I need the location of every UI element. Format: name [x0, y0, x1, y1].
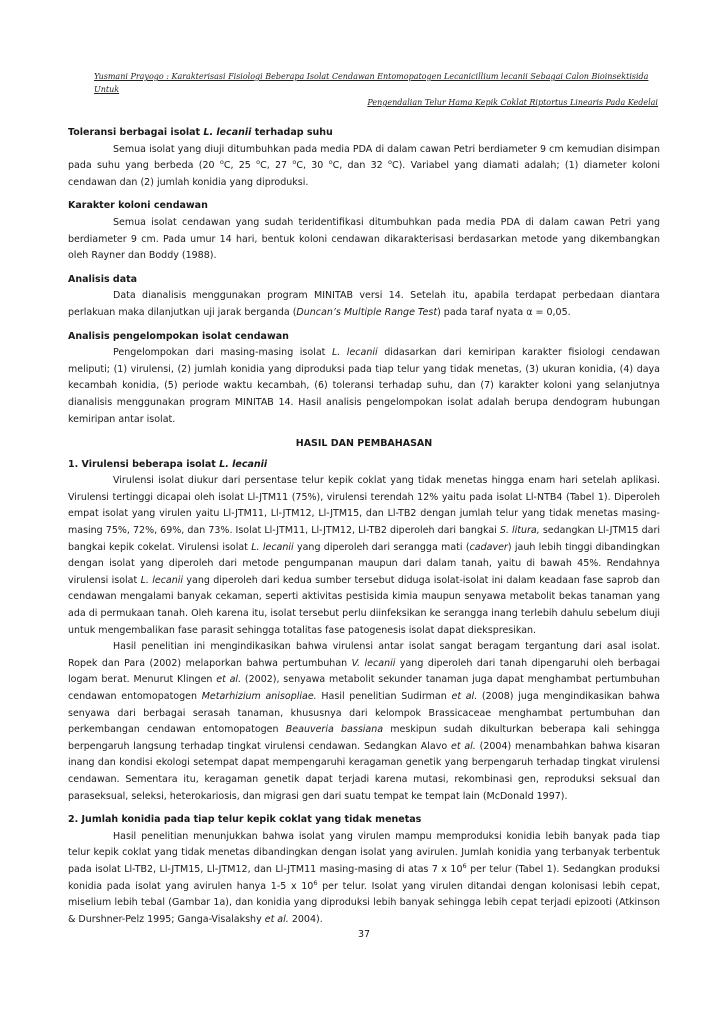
text-run: yang diperoleh dari serangga mati ( — [293, 541, 470, 553]
text-run: ) pada taraf nyata α = 0,05. — [437, 306, 571, 318]
title-text: Toleransi berbagai isolat — [68, 127, 204, 138]
paragraph-analisis — [68, 288, 660, 321]
exponent-sup: 6 — [313, 878, 318, 887]
section-title-analisis: Analisis data — [68, 273, 138, 285]
species-name: S. litura, — [499, 525, 540, 537]
title-text: 1. Virulensi beberapa isolat — [68, 458, 220, 470]
species-name: L. lecanii — [140, 574, 184, 586]
section-pengelompokan — [68, 329, 660, 429]
paragraph-virulensi-1 — [68, 473, 660, 639]
species-name: L. lecanii — [331, 347, 378, 359]
italic-term: cadaver — [469, 541, 508, 553]
exponent-sup: 6 — [462, 861, 467, 870]
text-run: C, 27 — [260, 160, 293, 172]
text-run: Hasil penelitian menunjukkan bahwa isolat yang virulen mampu memproduksi konidia lebih banyak pada tiap telur kepik coklat yang tidak menetas dibandingkan dengan isolat yang avirulen. Jumlah konidia yang terbanyak terbentuk pada isolat Ll-TB2, Ll-JTM15, Ll-JTM12, dan Ll-JTM11 masing-masing di atas 7 x 10 — [68, 830, 660, 875]
running-header — [70, 70, 658, 109]
text-run: Semua isolat yang diuji ditumbuhkan pada media PDA di dalam cawan Petri berdiameter 9 cm kemudian disimpan pada suhu yang berbeda (20 — [68, 143, 660, 172]
citation-etal: et al. — [450, 740, 476, 752]
paragraph-karakter: Semua isolat cendawan yang sudah teridentifikasi ditumbuhkan pada media PDA di dalam cawan Petri yang berdiameter 9 cm. Pada umur 14 hari, bentuk koloni cendawan dikarakterisasi berdasarkan metode yang dikembangkan oleh Rayner dan Boddy (1988). — [68, 216, 660, 262]
page-number: 37 — [357, 929, 371, 940]
text-run: yang diperoleh dari tanah dipengaruhi oleh berbagai logam berat. Menurut Klingen — [68, 657, 660, 686]
text-run: Virulensi isolat diukur dari persentase telur kepik coklat yang tidak menetas hingga enam hari setelah aplikasi. Virulensi tertinggi dicapai oleh isolat Ll-JTM11 (75%), virulensi terendah 12% yaitu pada isolat Ll-NTB4 (Tabel 1). Diperoleh empat isolat yang virulen yaitu Ll-JTM11, Ll-JTM12, Ll-JTM15, dan Ll-TB2 dengan jumlah telur yang tidak menetas masing-masing 75%, 72%, 69%, dan 73%. Isolat Ll-JTM11, Ll-JTM12, Ll-TB2 diperoleh dari bangkai — [68, 475, 660, 537]
text-run: C, 30 — [296, 160, 329, 172]
running-header-line-2: Pengendalian Telur Hama Kepik Coklat Riptortus Linearis Pada Kedelai — [367, 98, 658, 107]
paragraph-pengelompokan — [68, 345, 660, 428]
section-jumlah-konidia — [68, 812, 660, 928]
degree-sup: o — [387, 158, 392, 167]
text-run: yang diperoleh dari kedua sumber tersebut diduga isolat-isolat ini dalam keadaan fase saprob dan cendawan mengalami banyak cekaman, seperti aktivitas pestisida kimia maupun senyawa metabolit bekas tanaman yang ada di permukaan tanah. Oleh karena itu, isolat tersebut perlu diinfeksikan ke serangga inang terlebih dahulu sebelum diuji untuk mengembalikan fase parasit sehingga totalitas fase patogenesis isolat dapat diekspresikan. — [68, 574, 660, 636]
test-name: Duncan’s Multiple Range Test — [296, 306, 438, 318]
text-run: C, 25 — [223, 160, 257, 172]
text-run: C, dan 32 — [332, 160, 388, 172]
text-run: Data dianalisis menggunakan program MINITAB versi 14. Setelah itu, apabila terdapat perbedaan diantara perlakuan maka dilanjutkan uji jarak berganda ( — [68, 290, 660, 318]
article-body — [68, 125, 660, 935]
section-title-toleransi — [68, 125, 660, 142]
section-virulensi — [68, 457, 660, 805]
text-run: 2004). — [288, 913, 323, 925]
species-name: Beauveria bassiana — [285, 724, 384, 736]
species-name: L. lecanii — [203, 127, 252, 138]
paragraph-jumlah-konidia — [68, 829, 660, 929]
running-header-line-1: Yusmani Prayogo : Karakterisasi Fisiologi Beberapa Isolat Cendawan Entomopatogen Lecanicillium lecanii Sebagai Calon Bioinsektisida Untuk — [94, 72, 649, 94]
text-run: ) jauh lebih tinggi dibandingkan dengan isolat yang diperoleh dari metode pengumpanan maupun dari dalam tanah, yaitu di bawah 45%. Rendahnya virulensi isolat — [68, 541, 660, 586]
text-run: meskipun sudah dikulturkan beberapa kali sehingga berpengaruh langsung terhadap tingkat virulensi cendawan. Sedangkan Alavo — [68, 724, 660, 752]
text-run: Hasil penelitian ini mengindikasikan bahwa virulensi antar isolat sangat beragam tergantung dari asal isolat. Ropek dan Para (2002) melaporkan bahwa pertumbuhan — [68, 641, 660, 669]
section-karakter — [68, 198, 660, 264]
hasil-heading: HASIL DAN PEMBAHASAN — [295, 438, 433, 450]
text-run: per telur. Isolat yang virulen ditandai dengan kolonisasi lebih cepat, miselium lebih tebal (Gambar 1a), dan konidia yang diproduksi lebih banyak sehingga lebih cepat terjadi epizooti (Atkinson & Durshner-Pelz 1995; Ganga-Visalakshy — [68, 880, 660, 925]
degree-sup: o — [328, 158, 333, 167]
degree-sup: o — [256, 158, 261, 167]
text-run: Pengelompokan dari masing-masing isolat — [113, 347, 332, 359]
species-name: Metarhizium anisopliae. — [201, 691, 317, 702]
section-title-pengelompokan: Analisis pengelompokan isolat cendawan — [68, 330, 289, 342]
section-analisis — [68, 272, 660, 322]
text-run: (2004) menambahkan bahwa kisaran inang dan kondisi ekologi setempat dapat mempengaruhi keragaman genetik yang berpengaruh terhadap tingkat virulensi cendawan. Sementara itu, keragaman genetik dapat terjadi karena mutasi, rekombinasi gen, reproduksi seksual dan paraseksual, seleksi, heterokariosis, dan migrasi gen dari suatu tempat ke tempat lain (McDonald 1997). — [68, 740, 660, 802]
paragraph-toleransi — [68, 142, 660, 192]
text-run: didasarkan dari kemiripan karakter fisiologi cendawan meliputi; (1) virulensi, (2) jumlah konidia yang diproduksi pada tiap telur yang tidak menetas, (3) ukuran konidia, (4) daya kecambah konidia, (5) periode waktu kecambah, (6) toleransi terhadap suhu, dan (7) karakter koloni yang selanjutnya dianalisis menggunakan program MINITAB 14. Hasil analisis pengelompokan isolat adalah berupa dendogram hubungan kemiripan antar isolat. — [68, 347, 660, 425]
text-run: (2008) juga mengindikasikan bahwa senyawa dari berbagai serasah tanaman, khususnya dari kelompok Brassicaceae menghambat pertumbuhan dan perkembangan cendawan entomopatogen — [68, 691, 660, 736]
text-run: (2002), senyawa metabolit sekunder tanaman juga dapat menghambat pertumbuhan cendawan entomopatogen — [68, 674, 660, 702]
paragraph-virulensi-2 — [68, 639, 660, 805]
text-run: Hasil penelitian Sudirman — [316, 691, 452, 702]
section-title-jumlah-konidia: 2. Jumlah konidia pada tiap telur kepik coklat yang tidak menetas — [68, 814, 422, 826]
citation-etal: et al. — [216, 674, 242, 686]
section-title-karakter: Karakter koloni cendawan — [68, 200, 208, 212]
species-name: V. lecanii — [351, 657, 396, 669]
text-run: per telur (Tabel 1). Sedangkan produksi konidia pada isolat yang avirulen hanya 1-5 x 10 — [68, 863, 661, 892]
species-name: L. lecanii — [219, 458, 268, 470]
species-name: L. lecanii — [251, 541, 294, 553]
degree-sup: o — [219, 158, 224, 167]
citation-etal: et al. — [451, 691, 478, 702]
degree-sup: o — [292, 158, 297, 167]
text-run: C). Variabel yang diamati adalah; (1) diameter koloni cendawan dan (2) jumlah konidia yang diproduksi. — [68, 160, 660, 188]
text-run: sedangkan Ll-JTM15 dari bangkai kepik cokelat. Virulensi isolat — [68, 525, 660, 553]
title-text: terhadap suhu — [251, 127, 333, 138]
section-title-virulensi — [68, 457, 660, 474]
citation-etal: et al. — [264, 913, 289, 925]
section-toleransi — [68, 125, 660, 191]
